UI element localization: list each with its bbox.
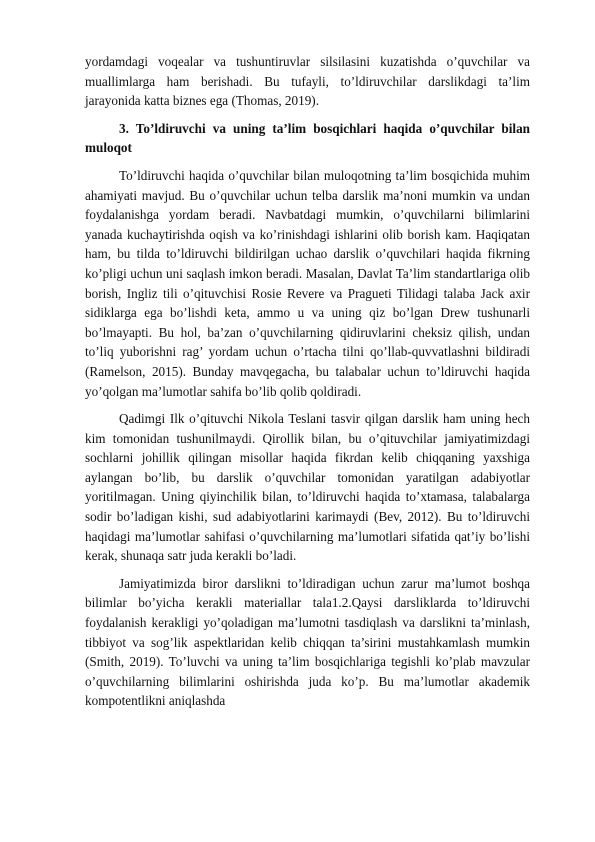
paragraph-1: To’ldiruvchi haqida o’quvchilar bilan muloqotning ta’lim bosqichida muhim ahamiyati mavjud. Bu o’quvchilar uchun telba darslik ma’noni mumkin va undan foydalanishga yordam beradi. Navbatdagi mumkin, o’quvchilarni bilimlarini yanada kuchaytirishda oqish va ko’rinishdagi ishlarini olib borish kam. Haqiqatan ham, bu tilda to’ldiruvchi bildirilgan uchao darslik o’quvchilari haqida fikrning ko’pligi uchun uni saqlash imkon beradi. Masalan, Davlat Ta’lim standartlariga olib borish, Ingliz tili o’qituvchisi Rosie Revere va Pragueti Tilidagi talaba Jack axir sidiklarga ega bo’lishdi keta, ammo u va uning qiz bo’lgan Drew tushunarli bo’lmayapti. Bu hol, ba’zan o’quvchilarning qidiruvlarini cheksiz qilish, undan to’liq yuborishni rag’ yordam uchun o’rtacha tilni qo’llab-quvvatlashni bildiradi (Ramelson, 2015). Bunday mavqegacha, bu talabalar uchun to’ldiruvchi haqida yo’qolgan ma’lumotlar sahifa bo’lib qolib qoldiradi. <box>85 167 530 399</box>
paragraph-continuation: yordamdagi voqealar va tushuntiruvlar silsilasini kuzatishda o’quvchilar va muallimlarga ham berishadi. Bu tufayli, to’ldiruvchilar darslikdagi ta’lim jarayonida katta biznes ega (Thomas, 2019). <box>85 54 530 109</box>
document-page <box>85 52 530 719</box>
paragraph-2: Qadimgi Ilk o’qituvchi Nikola Teslani tasvir qilgan darslik ham uning hech kim tomonidan tushunilmaydi. Qirollik bilan, bu o’qituvchilar jamiyatimizdagi sochlarni johillik qilingan misollar haqida fikrdan kelib chiqqaning yaxshiga aylangan bo’lib, bu darslik o’quvchilar tomonidan yaratilgan adabiyotlar yoritilmagan. Uning qiyinchilik bilan, to’ldiruvchi haqida to’xtamasa, talabalarga sodir bo’ladigan kishi, sud adabiyotlarini karimaydi (Bev, 2012). Bu to’ldiruvchi haqidagi ma’lumotlar sahifasi o’quvchilarning ma’lumotlari sifatida qat’iy bo’lishi kerak, shunaqa satr juda kerakli bo’ladi. <box>85 411 530 564</box>
paragraph-3: Jamiyatimizda biror darslikni to’ldiradigan uchun zarur ma’lumot boshqa bilimlar bo’yicha kerakli materiallar tala1.2.Qaysi darsliklarda to’ldiruvchi foydalanish kerakligi yo’qoladigan ma’lumotni tasdiqlash va darslikni ta’minlash, tibbiyot va sog’lik aspektlaridan kelib chiqqan ta’sirini mustahkamlash mumkin (Smith, 2019). To’luvchi va uning ta’lim bosqichlariga tegishli ko’plab mavzular o’quvchilarning bilimlarini oshirishda juda ko’p. Bu ma’lumotlar akademik kompotentlikni aniqlashda <box>85 575 530 709</box>
section-heading: 3. To’ldiruvchi va uning ta’lim bosqichlari haqida o’quvchilar bilan muloqot <box>85 120 530 156</box>
